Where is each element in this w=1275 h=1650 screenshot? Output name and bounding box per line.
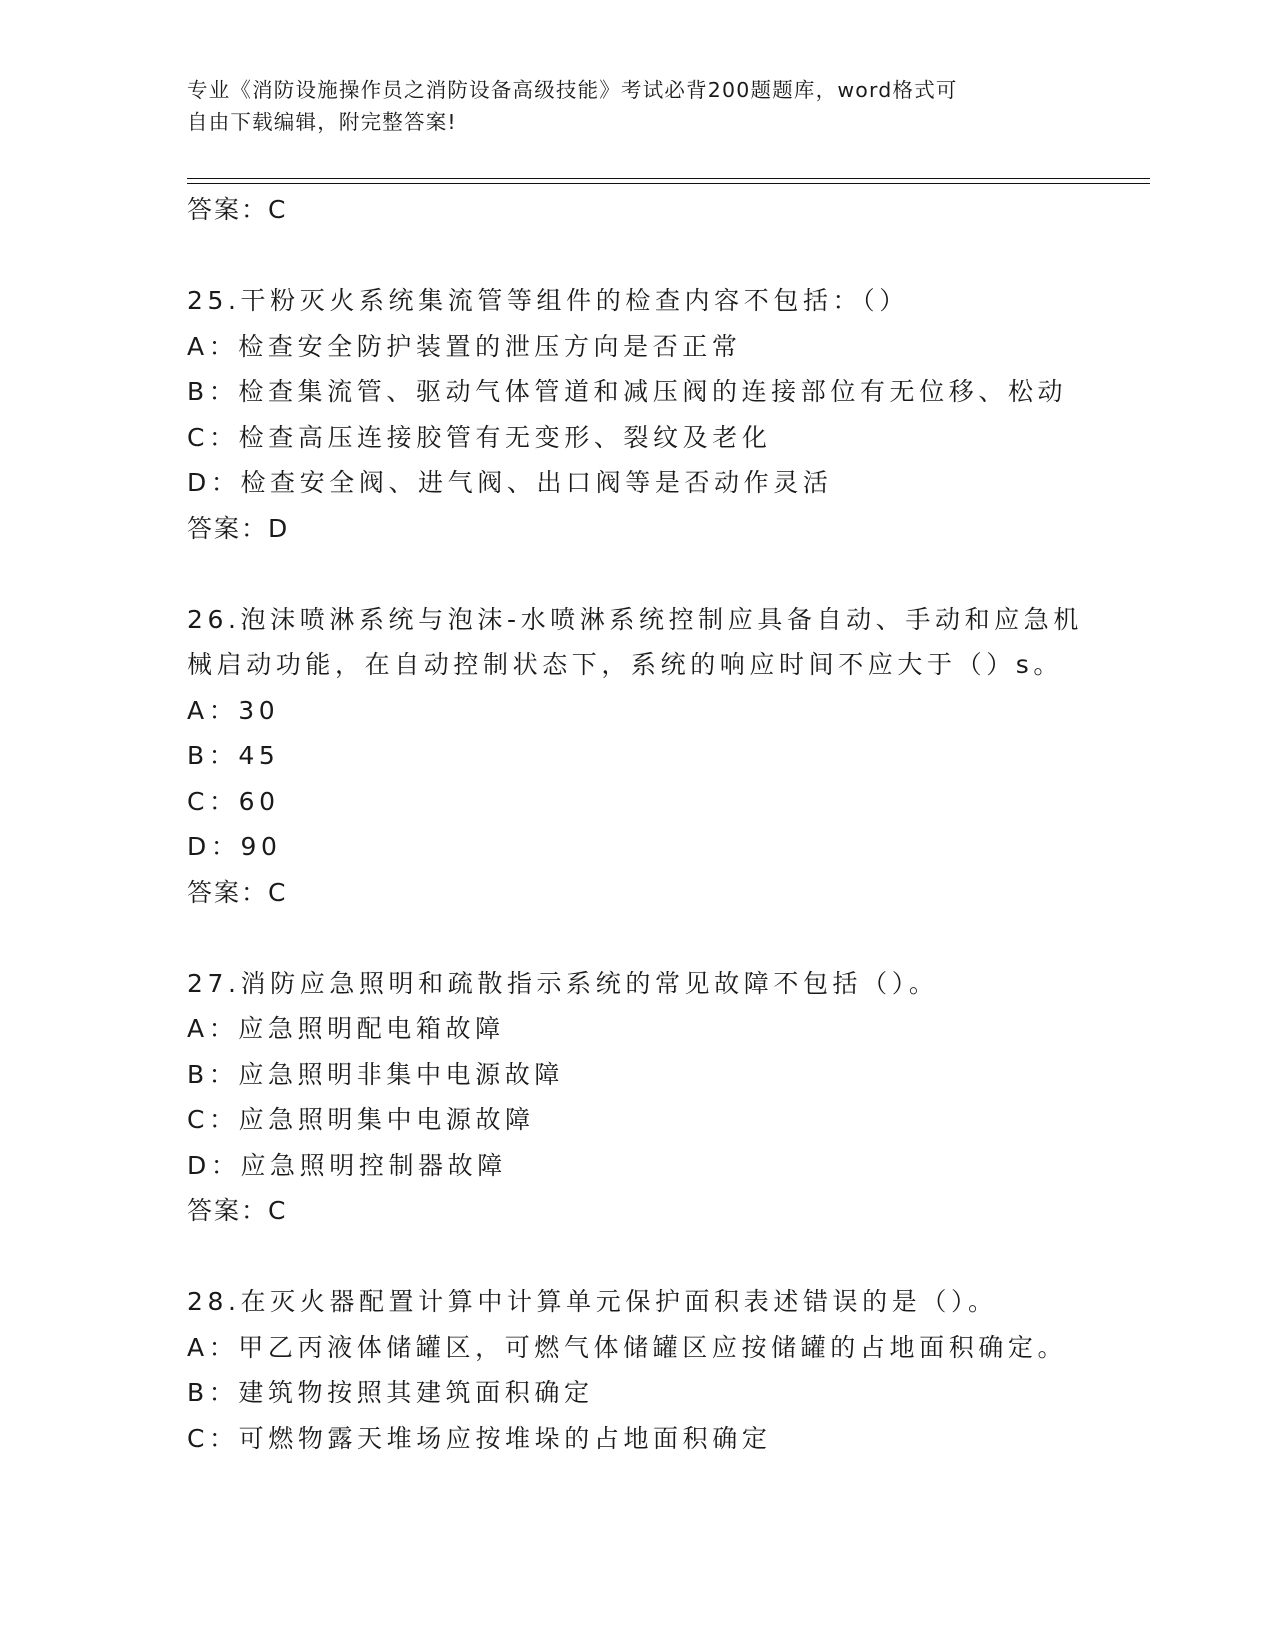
header-rule-bottom <box>187 183 1150 184</box>
option-d: D：90 <box>187 832 282 861</box>
question-stem: 28.在灭火器配置计算中计算单元保护面积表述错误的是（）。 <box>187 1287 998 1316</box>
question-block <box>187 278 1087 551</box>
option-b: B：检查集流管、驱动气体管道和减压阀的连接部位有无位移、松动 <box>187 377 1068 406</box>
option-a: A：检查安全防护装置的泄压方向是否正常 <box>187 331 742 361</box>
header-line-1: 专业《消防设施操作员之消防设备高级技能》考试必背200题题库，word格式可 <box>187 78 958 102</box>
option-c: C：60 <box>187 786 280 816</box>
header-line-2: 自由下载编辑，附完整答案! <box>187 110 457 134</box>
option-d: D：检查安全阀、进气阀、出口阀等是否动作灵活 <box>187 468 833 497</box>
option-c: C：检查高压连接胶管有无变形、裂纹及老化 <box>187 422 772 452</box>
question-block <box>187 597 1087 916</box>
question-list <box>187 187 1087 1461</box>
option-c: C：应急照明集中电源故障 <box>187 1105 535 1134</box>
spacer <box>187 551 1087 597</box>
question-stem: 26.泡沫喷淋系统与泡沫-水喷淋系统控制应具备自动、手动和应急机 <box>187 604 1083 634</box>
answer: 答案：D <box>187 513 290 543</box>
question-stem-continued: 械启动功能，在自动控制状态下，系统的响应时间不应大于（）s。 <box>187 650 1064 679</box>
option-b: B：应急照明非集中电源故障 <box>187 1059 564 1089</box>
option-d: D：应急照明控制器故障 <box>187 1150 507 1180</box>
option-a: A：30 <box>187 695 280 725</box>
question-stem: 25.干粉灭火系统集流管等组件的检查内容不包括：（） <box>187 286 909 315</box>
question-stem: 27.消防应急照明和疏散指示系统的常见故障不包括（）。 <box>187 968 939 998</box>
spacer <box>187 915 1087 961</box>
document-header <box>187 74 1067 138</box>
option-a: A：应急照明配电箱故障 <box>187 1014 505 1043</box>
spacer <box>187 233 1087 279</box>
option-b: B：建筑物按照其建筑面积确定 <box>187 1378 594 1407</box>
question-block <box>187 961 1087 1234</box>
header-rule-top <box>187 178 1150 179</box>
previous-answer: 答案：C <box>187 195 288 224</box>
answer: 答案：C <box>187 1196 288 1225</box>
spacer <box>187 1234 1087 1280</box>
option-a: A：甲乙丙液体储罐区，可燃气体储罐区应按储罐的占地面积确定。 <box>187 1332 1068 1362</box>
question-block <box>187 1279 1087 1461</box>
option-c: C：可燃物露天堆场应按堆垛的占地面积确定 <box>187 1423 772 1453</box>
option-b: B：45 <box>187 741 280 770</box>
answer: 答案：C <box>187 877 288 907</box>
